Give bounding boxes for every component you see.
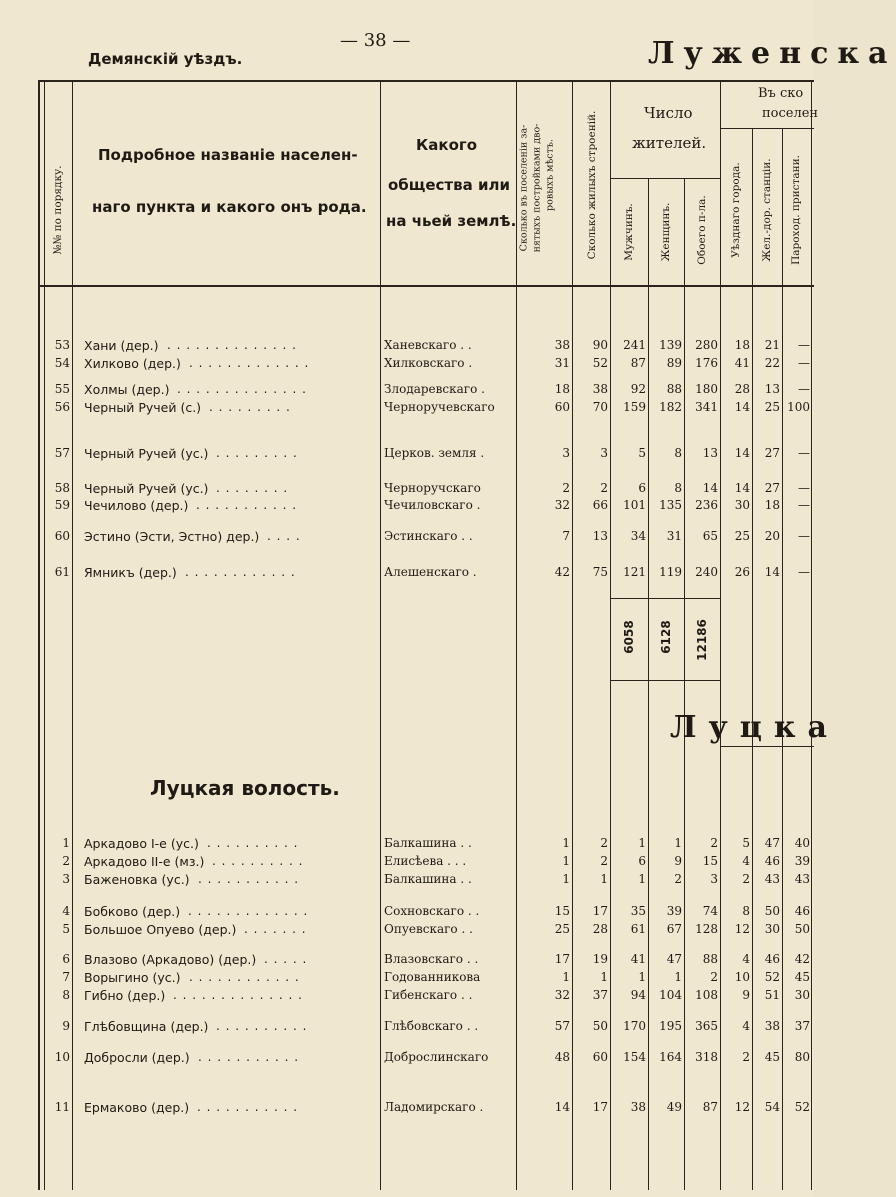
- total-count: 2: [710, 970, 718, 984]
- men-count: 1: [638, 970, 646, 984]
- dot-leader: . . . . . . . . . .: [212, 854, 304, 868]
- men-count: 41: [630, 952, 646, 966]
- col-header-pier: Пароход. пристани.: [790, 155, 802, 265]
- plots-count: 42: [554, 565, 570, 579]
- col-header-distance-1: Въ ско: [758, 86, 804, 101]
- men-count: 121: [623, 565, 646, 579]
- row-number: 3: [62, 872, 70, 886]
- dot-leader: . . . . .: [264, 952, 308, 966]
- distance-uezd: 26: [734, 565, 750, 579]
- distance-uezd: 12: [734, 922, 750, 936]
- men-count: 6: [638, 854, 646, 868]
- dot-leader: . . . . . . . . . . .: [197, 1100, 299, 1114]
- dot-leader: . . . . . . . . . . .: [196, 498, 298, 512]
- total-men: 6058: [622, 620, 636, 654]
- plots-count: 32: [554, 988, 570, 1002]
- women-count: 2: [674, 872, 682, 886]
- houses-count: 1: [600, 970, 608, 984]
- col-header-name-1: Подробное названіе населен-: [98, 146, 358, 164]
- distance-rail: 14: [764, 565, 780, 579]
- men-count: 101: [623, 498, 646, 512]
- distance-uezd: 4: [742, 854, 750, 868]
- settlement-name: Ермаково (дер.): [84, 1100, 190, 1115]
- row-number: 5: [62, 922, 70, 936]
- houses-count: 60: [592, 1050, 608, 1064]
- houses-count: 75: [592, 565, 608, 579]
- women-count: 39: [666, 904, 682, 918]
- dot-leader: . . . . . . . . . .: [216, 1019, 308, 1033]
- women-count: 89: [666, 356, 682, 370]
- settlement-name: Хани (дер.): [84, 338, 159, 353]
- women-count: 139: [659, 338, 682, 352]
- men-count: 5: [638, 446, 646, 460]
- distance-pier: 50: [794, 922, 810, 936]
- settlement-name: Добросли (дер.): [84, 1050, 190, 1065]
- volost-title: Луцкая волость.: [150, 776, 340, 800]
- distance-pier: 100: [787, 400, 810, 414]
- distance-pier: 43: [794, 872, 810, 886]
- dot-leader: . . . . . . . . . . .: [198, 872, 300, 886]
- distance-rail: 50: [764, 904, 780, 918]
- dot-leader: . . . . . . . . . . . . . .: [177, 382, 307, 396]
- col-header-population-1: Число: [644, 104, 693, 122]
- women-count: 104: [659, 988, 682, 1002]
- row-number: 61: [54, 565, 70, 579]
- society-name: Злодаревскаго .: [384, 382, 485, 396]
- settlement-name: Ворыгино (ус.): [84, 970, 181, 985]
- plots-count: 38: [554, 338, 570, 352]
- distance-rail: 52: [764, 970, 780, 984]
- volost-heading-second: Луцка: [670, 710, 839, 745]
- distance-rail: 27: [764, 481, 780, 495]
- total-count: 128: [695, 922, 718, 936]
- distance-uezd: 28: [734, 382, 750, 396]
- distance-rail: 47: [764, 836, 780, 850]
- women-count: 1: [674, 836, 682, 850]
- distance-pier: 80: [794, 1050, 810, 1064]
- houses-count: 19: [592, 952, 608, 966]
- distance-rail: 38: [764, 1019, 780, 1033]
- plots-count: 31: [554, 356, 570, 370]
- total-count: 88: [702, 952, 718, 966]
- distance-uezd: 41: [734, 356, 750, 370]
- plots-count: 2: [562, 481, 570, 495]
- row-number: 56: [54, 400, 70, 414]
- distance-pier: —: [798, 498, 810, 512]
- houses-count: 52: [592, 356, 608, 370]
- col-header-number: №№ по порядку.: [52, 165, 64, 255]
- society-name: Эстинскаго . .: [384, 529, 473, 543]
- distance-uezd: 4: [742, 1019, 750, 1033]
- society-name: Гибенскаго . .: [384, 988, 473, 1002]
- col-header-society-3: на чьей землѣ.: [386, 212, 517, 230]
- total-count: 341: [695, 400, 718, 414]
- men-count: 1: [638, 836, 646, 850]
- total-women: 6128: [659, 620, 673, 654]
- society-name: Черноручскаго: [384, 481, 481, 495]
- distance-pier: 30: [794, 988, 810, 1002]
- houses-count: 13: [592, 529, 608, 543]
- society-name: Глѣбовскаго . .: [384, 1019, 479, 1033]
- distance-rail: 46: [764, 854, 780, 868]
- settlement-name: Глѣбовщина (дер.): [84, 1019, 209, 1034]
- distance-rail: 46: [764, 952, 780, 966]
- women-count: 8: [674, 481, 682, 495]
- dot-leader: . . . . . . . . . . . .: [185, 565, 296, 579]
- distance-uezd: 2: [742, 872, 750, 886]
- dot-leader: . . . . . . . . . . . . .: [188, 904, 309, 918]
- distance-pier: 40: [794, 836, 810, 850]
- society-name: Опуевскаго . .: [384, 922, 473, 936]
- distance-rail: 30: [764, 922, 780, 936]
- row-number: 54: [54, 356, 70, 370]
- plots-count: 1: [562, 854, 570, 868]
- total-count: 318: [695, 1050, 718, 1064]
- distance-pier: 46: [794, 904, 810, 918]
- settlement-name: Гибно (дер.): [84, 988, 166, 1003]
- women-count: 135: [659, 498, 682, 512]
- distance-pier: 37: [794, 1019, 810, 1033]
- women-count: 119: [659, 565, 682, 579]
- plots-count: 1: [562, 970, 570, 984]
- distance-pier: 45: [794, 970, 810, 984]
- dot-leader: . . . . . . . .: [216, 481, 289, 495]
- men-count: 6: [638, 481, 646, 495]
- distance-pier: —: [798, 382, 810, 396]
- men-count: 154: [623, 1050, 646, 1064]
- plots-count: 3: [562, 446, 570, 460]
- plots-count: 18: [554, 382, 570, 396]
- row-number: 11: [54, 1100, 70, 1114]
- total-count: 176: [695, 356, 718, 370]
- dot-leader: . . . . . . . . . .: [207, 836, 299, 850]
- settlement-name: Аркадово II-е (мз.): [84, 854, 205, 869]
- settlement-name: Влазово (Аркадово) (дер.): [84, 952, 257, 967]
- row-number: 8: [62, 988, 70, 1002]
- men-count: 34: [630, 529, 646, 543]
- dot-leader: . . . .: [267, 529, 301, 543]
- distance-rail: 22: [764, 356, 780, 370]
- houses-count: 2: [600, 836, 608, 850]
- dot-leader: . . . . . . . . . . . .: [189, 970, 300, 984]
- settlement-name: Баженовка (ус.): [84, 872, 190, 887]
- total-count: 87: [702, 1100, 718, 1114]
- col-header-society-2: общества или: [388, 176, 510, 194]
- plots-count: 14: [554, 1100, 570, 1114]
- dot-leader: . . . . . . . . . . . . .: [189, 356, 310, 370]
- society-name: Ханевскаго . .: [384, 338, 472, 352]
- houses-count: 3: [600, 446, 608, 460]
- houses-count: 17: [592, 904, 608, 918]
- settlement-name: Аркадово I-е (ус.): [84, 836, 199, 851]
- distance-pier: —: [798, 446, 810, 460]
- distance-rail: 25: [764, 400, 780, 414]
- distance-pier: 52: [794, 1100, 810, 1114]
- distance-uezd: 14: [734, 446, 750, 460]
- col-header-men: Мужчинъ.: [623, 203, 635, 261]
- total-count: 180: [695, 382, 718, 396]
- col-header-rail-station: Жел.-дор. станціи.: [761, 158, 773, 262]
- settlement-name: Чечилово (дер.): [84, 498, 189, 513]
- total-count: 365: [695, 1019, 718, 1033]
- plots-count: 25: [554, 922, 570, 936]
- total-count: 15: [702, 854, 718, 868]
- men-count: 159: [623, 400, 646, 414]
- row-number: 55: [54, 382, 70, 396]
- total-count: 13: [702, 446, 718, 460]
- society-name: Черноручевскаго: [384, 400, 495, 414]
- row-number: 9: [62, 1019, 70, 1033]
- dot-leader: . . . . . . . . .: [209, 400, 291, 414]
- total-both: 12186: [695, 619, 709, 661]
- men-count: 92: [630, 382, 646, 396]
- women-count: 47: [666, 952, 682, 966]
- houses-count: 17: [592, 1100, 608, 1114]
- total-count: 240: [695, 565, 718, 579]
- men-count: 87: [630, 356, 646, 370]
- houses-count: 70: [592, 400, 608, 414]
- houses-count: 1: [600, 872, 608, 886]
- houses-count: 38: [592, 382, 608, 396]
- distance-pier: —: [798, 529, 810, 543]
- houses-count: 90: [592, 338, 608, 352]
- row-number: 1: [62, 836, 70, 850]
- settlement-name: Холмы (дер.): [84, 382, 170, 397]
- total-count: 280: [695, 338, 718, 352]
- men-count: 241: [623, 338, 646, 352]
- dot-leader: . . . . . . .: [244, 922, 307, 936]
- volost-heading-top: Луженска: [648, 36, 896, 71]
- total-count: 74: [702, 904, 718, 918]
- plots-count: 32: [554, 498, 570, 512]
- men-count: 35: [630, 904, 646, 918]
- society-name: Чечиловскаго .: [384, 498, 481, 512]
- col-header-plots-3: ровыхъ мѣстъ.: [544, 139, 556, 211]
- plots-count: 57: [554, 1019, 570, 1033]
- distance-uezd: 18: [734, 338, 750, 352]
- women-count: 49: [666, 1100, 682, 1114]
- distance-pier: —: [798, 338, 810, 352]
- col-header-distance-2: поселен: [762, 106, 819, 121]
- society-name: Балкашина . .: [384, 836, 472, 850]
- total-count: 108: [695, 988, 718, 1002]
- total-count: 14: [702, 481, 718, 495]
- col-header-plots-2: нятыхъ постройками дво-: [531, 123, 543, 253]
- col-header-total: Обоего п-ла.: [696, 195, 708, 265]
- row-number: 7: [62, 970, 70, 984]
- distance-rail: 27: [764, 446, 780, 460]
- society-name: Ладомирскаго .: [384, 1100, 484, 1114]
- settlement-name: Бобково (дер.): [84, 904, 181, 919]
- women-count: 195: [659, 1019, 682, 1033]
- settlement-name: Эстино (Эсти, Эстно) дер.): [84, 529, 260, 544]
- distance-pier: —: [798, 565, 810, 579]
- society-name: Алешенскаго .: [384, 565, 477, 579]
- district-title: Демянскій уѣздъ.: [88, 50, 243, 68]
- settlement-name: Черный Ручей (с.): [84, 400, 202, 415]
- settlement-name: Большое Опуево (дер.): [84, 922, 237, 937]
- women-count: 182: [659, 400, 682, 414]
- society-name: Хилковскаго .: [384, 356, 473, 370]
- plots-count: 1: [562, 836, 570, 850]
- col-header-uezd-town: Уѣзднаго города.: [730, 162, 742, 258]
- total-count: 236: [695, 498, 718, 512]
- dot-leader: . . . . . . . . . . .: [198, 1050, 300, 1064]
- distance-uezd: 2: [742, 1050, 750, 1064]
- total-count: 65: [702, 529, 718, 543]
- row-number: 58: [54, 481, 70, 495]
- women-count: 88: [666, 382, 682, 396]
- col-header-women: Женщинъ.: [660, 202, 672, 262]
- distance-uezd: 14: [734, 400, 750, 414]
- distance-uezd: 9: [742, 988, 750, 1002]
- houses-count: 2: [600, 854, 608, 868]
- distance-uezd: 5: [742, 836, 750, 850]
- total-count: 3: [710, 872, 718, 886]
- settlement-name: Черный Ручей (ус.): [84, 446, 209, 461]
- row-number: 59: [54, 498, 70, 512]
- total-count: 2: [710, 836, 718, 850]
- col-header-name-2: наго пункта и какого онъ рода.: [92, 198, 367, 216]
- page-number: — 38 —: [340, 30, 411, 51]
- dot-leader: . . . . . . . . .: [216, 446, 298, 460]
- women-count: 164: [659, 1050, 682, 1064]
- distance-pier: 42: [794, 952, 810, 966]
- society-name: Доброслинскаго: [384, 1050, 489, 1064]
- society-name: Сохновскаго . .: [384, 904, 480, 918]
- distance-rail: 45: [764, 1050, 780, 1064]
- settlement-name: Ямникъ (дер.): [84, 565, 177, 580]
- men-count: 61: [630, 922, 646, 936]
- society-name: Балкашина . .: [384, 872, 472, 886]
- col-header-houses: Сколько жилыхъ строеній.: [586, 110, 598, 260]
- row-number: 53: [54, 338, 70, 352]
- society-name: Годованникова: [384, 970, 481, 984]
- distance-pier: —: [798, 481, 810, 495]
- distance-rail: 21: [764, 338, 780, 352]
- row-number: 60: [54, 529, 70, 543]
- distance-uezd: 25: [734, 529, 750, 543]
- houses-count: 2: [600, 481, 608, 495]
- plots-count: 15: [554, 904, 570, 918]
- society-name: Влазовскаго . .: [384, 952, 479, 966]
- distance-rail: 18: [764, 498, 780, 512]
- row-number: 4: [62, 904, 70, 918]
- society-name: Елисѣева . . .: [384, 854, 467, 868]
- men-count: 38: [630, 1100, 646, 1114]
- distance-rail: 54: [764, 1100, 780, 1114]
- plots-count: 1: [562, 872, 570, 886]
- distance-uezd: 12: [734, 1100, 750, 1114]
- distance-rail: 13: [764, 382, 780, 396]
- distance-rail: 51: [764, 988, 780, 1002]
- women-count: 9: [674, 854, 682, 868]
- row-number: 2: [62, 854, 70, 868]
- col-header-plots-1: Сколько въ поселеніи за-: [518, 124, 530, 252]
- distance-uezd: 14: [734, 481, 750, 495]
- settlement-name: Хилково (дер.): [84, 356, 181, 371]
- plots-count: 60: [554, 400, 570, 414]
- distance-pier: 39: [794, 854, 810, 868]
- distance-uezd: 4: [742, 952, 750, 966]
- row-number: 57: [54, 446, 70, 460]
- houses-count: 37: [592, 988, 608, 1002]
- men-count: 170: [623, 1019, 646, 1033]
- women-count: 1: [674, 970, 682, 984]
- women-count: 67: [666, 922, 682, 936]
- col-header-society-1: Какого: [416, 136, 478, 154]
- women-count: 31: [666, 529, 682, 543]
- houses-count: 50: [592, 1019, 608, 1033]
- row-number: 6: [62, 952, 70, 966]
- houses-count: 66: [592, 498, 608, 512]
- distance-uezd: 10: [734, 970, 750, 984]
- men-count: 94: [630, 988, 646, 1002]
- distance-uezd: 30: [734, 498, 750, 512]
- houses-count: 28: [592, 922, 608, 936]
- dot-leader: . . . . . . . . . . . . . .: [167, 338, 297, 352]
- society-name: Церков. земля .: [384, 446, 485, 460]
- distance-rail: 20: [764, 529, 780, 543]
- men-count: 1: [638, 872, 646, 886]
- dot-leader: . . . . . . . . . . . . . .: [173, 988, 303, 1002]
- distance-rail: 43: [764, 872, 780, 886]
- women-count: 8: [674, 446, 682, 460]
- settlement-name: Черный Ручей (ус.): [84, 481, 209, 496]
- distance-uezd: 8: [742, 904, 750, 918]
- col-header-population-2: жителей.: [632, 134, 707, 152]
- row-number: 10: [54, 1050, 70, 1064]
- plots-count: 48: [554, 1050, 570, 1064]
- distance-pier: —: [798, 356, 810, 370]
- plots-count: 7: [562, 529, 570, 543]
- plots-count: 17: [554, 952, 570, 966]
